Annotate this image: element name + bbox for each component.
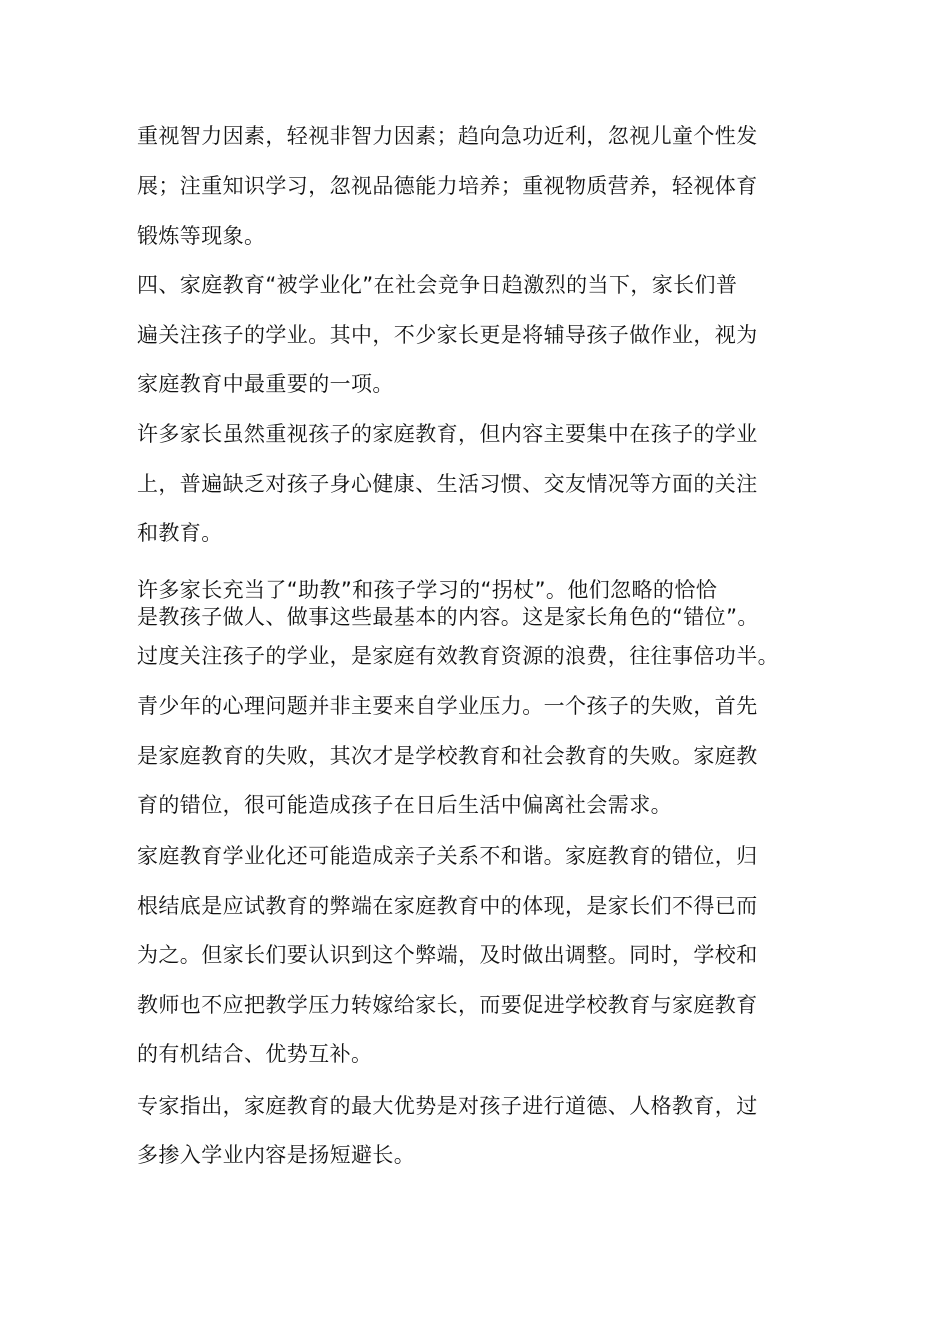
- text-line: 是教孩子做人、做事这些最基本的内容。这是家长角色的“错位”。: [137, 605, 759, 629]
- text-line: 和教育。: [137, 521, 223, 545]
- text-line: 的有机结合、优势互补。: [137, 1042, 373, 1066]
- text-line: 上，普遍缺乏对孩子身心健康、生活习惯、交友情况等方面的关注: [137, 472, 758, 496]
- text-line: 专家指出，家庭教育的最大优势是对孩子进行道德、人格教育，过: [137, 1094, 758, 1118]
- text-line: 育的错位，很可能造成孩子在日后生活中偏离社会需求。: [137, 793, 672, 817]
- text-line: 展；注重知识学习，忽视品德能力培养；重视物质营养，轻视体育: [137, 174, 758, 198]
- text-line: 四、家庭教育“被学业化”在社会竞争日趋激烈的当下，家长们普: [137, 273, 738, 297]
- text-line: 锻炼等现象。: [137, 224, 266, 248]
- text-line: 过度关注孩子的学业，是家庭有效教育资源的浪费，往往事倍功半。: [137, 644, 779, 668]
- text-line: 多掺入学业内容是扬短避长。: [137, 1143, 416, 1167]
- text-line: 许多家长充当了“助教”和孩子学习的“拐杖”。他们忽略的恰恰: [137, 578, 718, 602]
- text-line: 为之。但家长们要认识到这个弊端，及时做出调整。同时，学校和: [137, 943, 758, 967]
- text-line: 是家庭教育的失败，其次才是学校教育和社会教育的失败。家庭教: [137, 744, 758, 768]
- text-line: 教师也不应把教学压力转嫁给家长，而要促进学校教育与家庭教育: [137, 993, 758, 1017]
- text-line: 根结底是应试教育的弊端在家庭教育中的体现，是家长们不得已而: [137, 894, 758, 918]
- text-line: 青少年的心理问题并非主要来自学业压力。一个孩子的失败，首先: [137, 694, 758, 718]
- text-line: 家庭教育学业化还可能造成亲子关系不和谐。家庭教育的错位，归: [137, 844, 758, 868]
- text-line: 重视智力因素，轻视非智力因素；趋向急功近利，忽视儿童个性发: [137, 124, 758, 148]
- text-line: 家庭教育中最重要的一项。: [137, 372, 394, 396]
- text-line: 许多家长虽然重视孩子的家庭教育，但内容主要集中在孩子的学业: [137, 422, 758, 446]
- text-line: 遍关注孩子的学业。其中，不少家长更是将辅导孩子做作业，视为: [137, 323, 758, 347]
